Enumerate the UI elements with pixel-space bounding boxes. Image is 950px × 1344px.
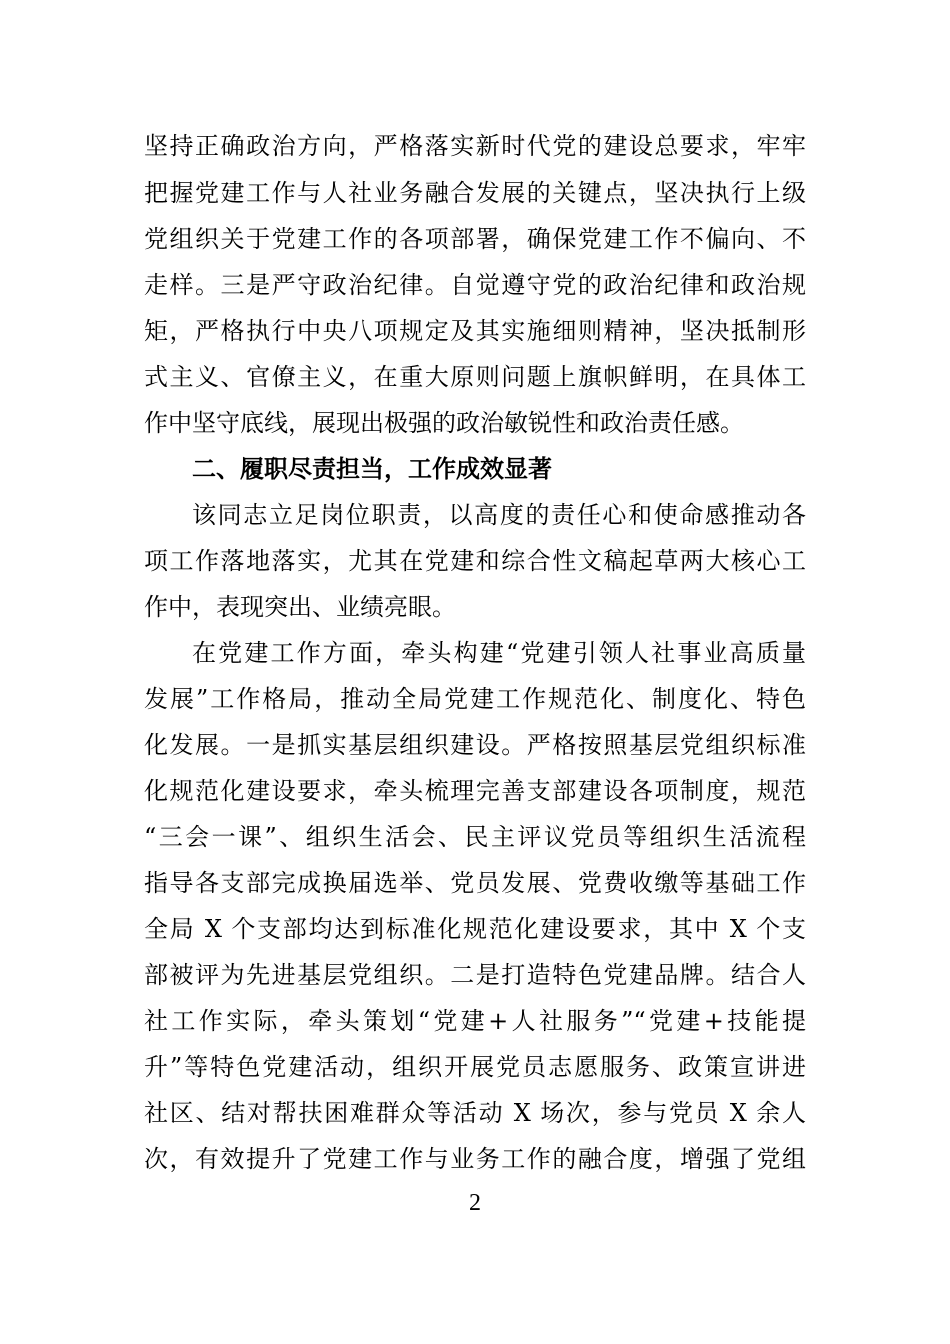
paragraph-line: “三会一课”、组织生活会、民主评议党员等组织生活流程 xyxy=(144,823,806,851)
paragraph-line: 化发展。一是抓实基层组织建设。严格按照基层党组织标准 xyxy=(144,731,806,759)
section-heading: 二、履职尽责担当，工作成效显著 xyxy=(192,455,552,483)
paragraph-line: 作中坚守底线，展现出极强的政治敏锐性和政治责任感。 xyxy=(144,409,744,437)
paragraph-line: 该同志立足岗位职责，以高度的责任心和使命感推动各 xyxy=(192,501,806,529)
paragraph-line: 矩，严格执行中央八项规定及其实施细则精神，坚决抵制形 xyxy=(144,317,806,345)
paragraph-line: 社工作实际，牵头策划“党建+人社服务”“党建+技能提 xyxy=(144,1007,806,1035)
paragraph-line: 把握党建工作与人社业务融合发展的关键点，坚决执行上级 xyxy=(144,179,806,207)
page-number: 2 xyxy=(469,1190,481,1216)
paragraph-line: 走样。三是严守政治纪律。自觉遵守党的政治纪律和政治规 xyxy=(144,271,806,299)
paragraph-line: 升”等特色党建活动，组织开展党员志愿服务、政策宣讲进 xyxy=(144,1053,806,1081)
paragraph-line: 在党建工作方面，牵头构建“党建引领人社事业高质量 xyxy=(192,639,806,667)
paragraph-line: 社区、结对帮扶困难群众等活动 X 场次，参与党员 X 余人 xyxy=(144,1099,806,1127)
paragraph-line: 坚持正确政治方向，严格落实新时代党的建设总要求，牢牢 xyxy=(144,132,806,160)
paragraph-line: 化规范化建设要求，牵头梳理完善支部建设各项制度，规范 xyxy=(144,777,806,805)
paragraph-line: 式主义、官僚主义，在重大原则问题上旗帜鲜明，在具体工 xyxy=(144,363,806,391)
paragraph-line: 项工作落地落实，尤其在党建和综合性文稿起草两大核心工 xyxy=(144,547,806,575)
paragraph-line: 全局 X 个支部均达到标准化规范化建设要求，其中 X 个支 xyxy=(144,915,806,943)
paragraph-line: 指导各支部完成换届选举、党员发展、党费收缴等基础工作 xyxy=(144,869,806,897)
paragraph-line: 发展”工作格局，推动全局党建工作规范化、制度化、特色 xyxy=(144,685,806,713)
paragraph-line: 作中，表现突出、业绩亮眼。 xyxy=(144,593,456,621)
paragraph-line: 次，有效提升了党建工作与业务工作的融合度，增强了党组 xyxy=(144,1145,806,1173)
paragraph-line: 党组织关于党建工作的各项部署，确保党建工作不偏向、不 xyxy=(144,225,806,253)
paragraph-line: 部被评为先进基层党组织。二是打造特色党建品牌。结合人 xyxy=(144,961,806,989)
